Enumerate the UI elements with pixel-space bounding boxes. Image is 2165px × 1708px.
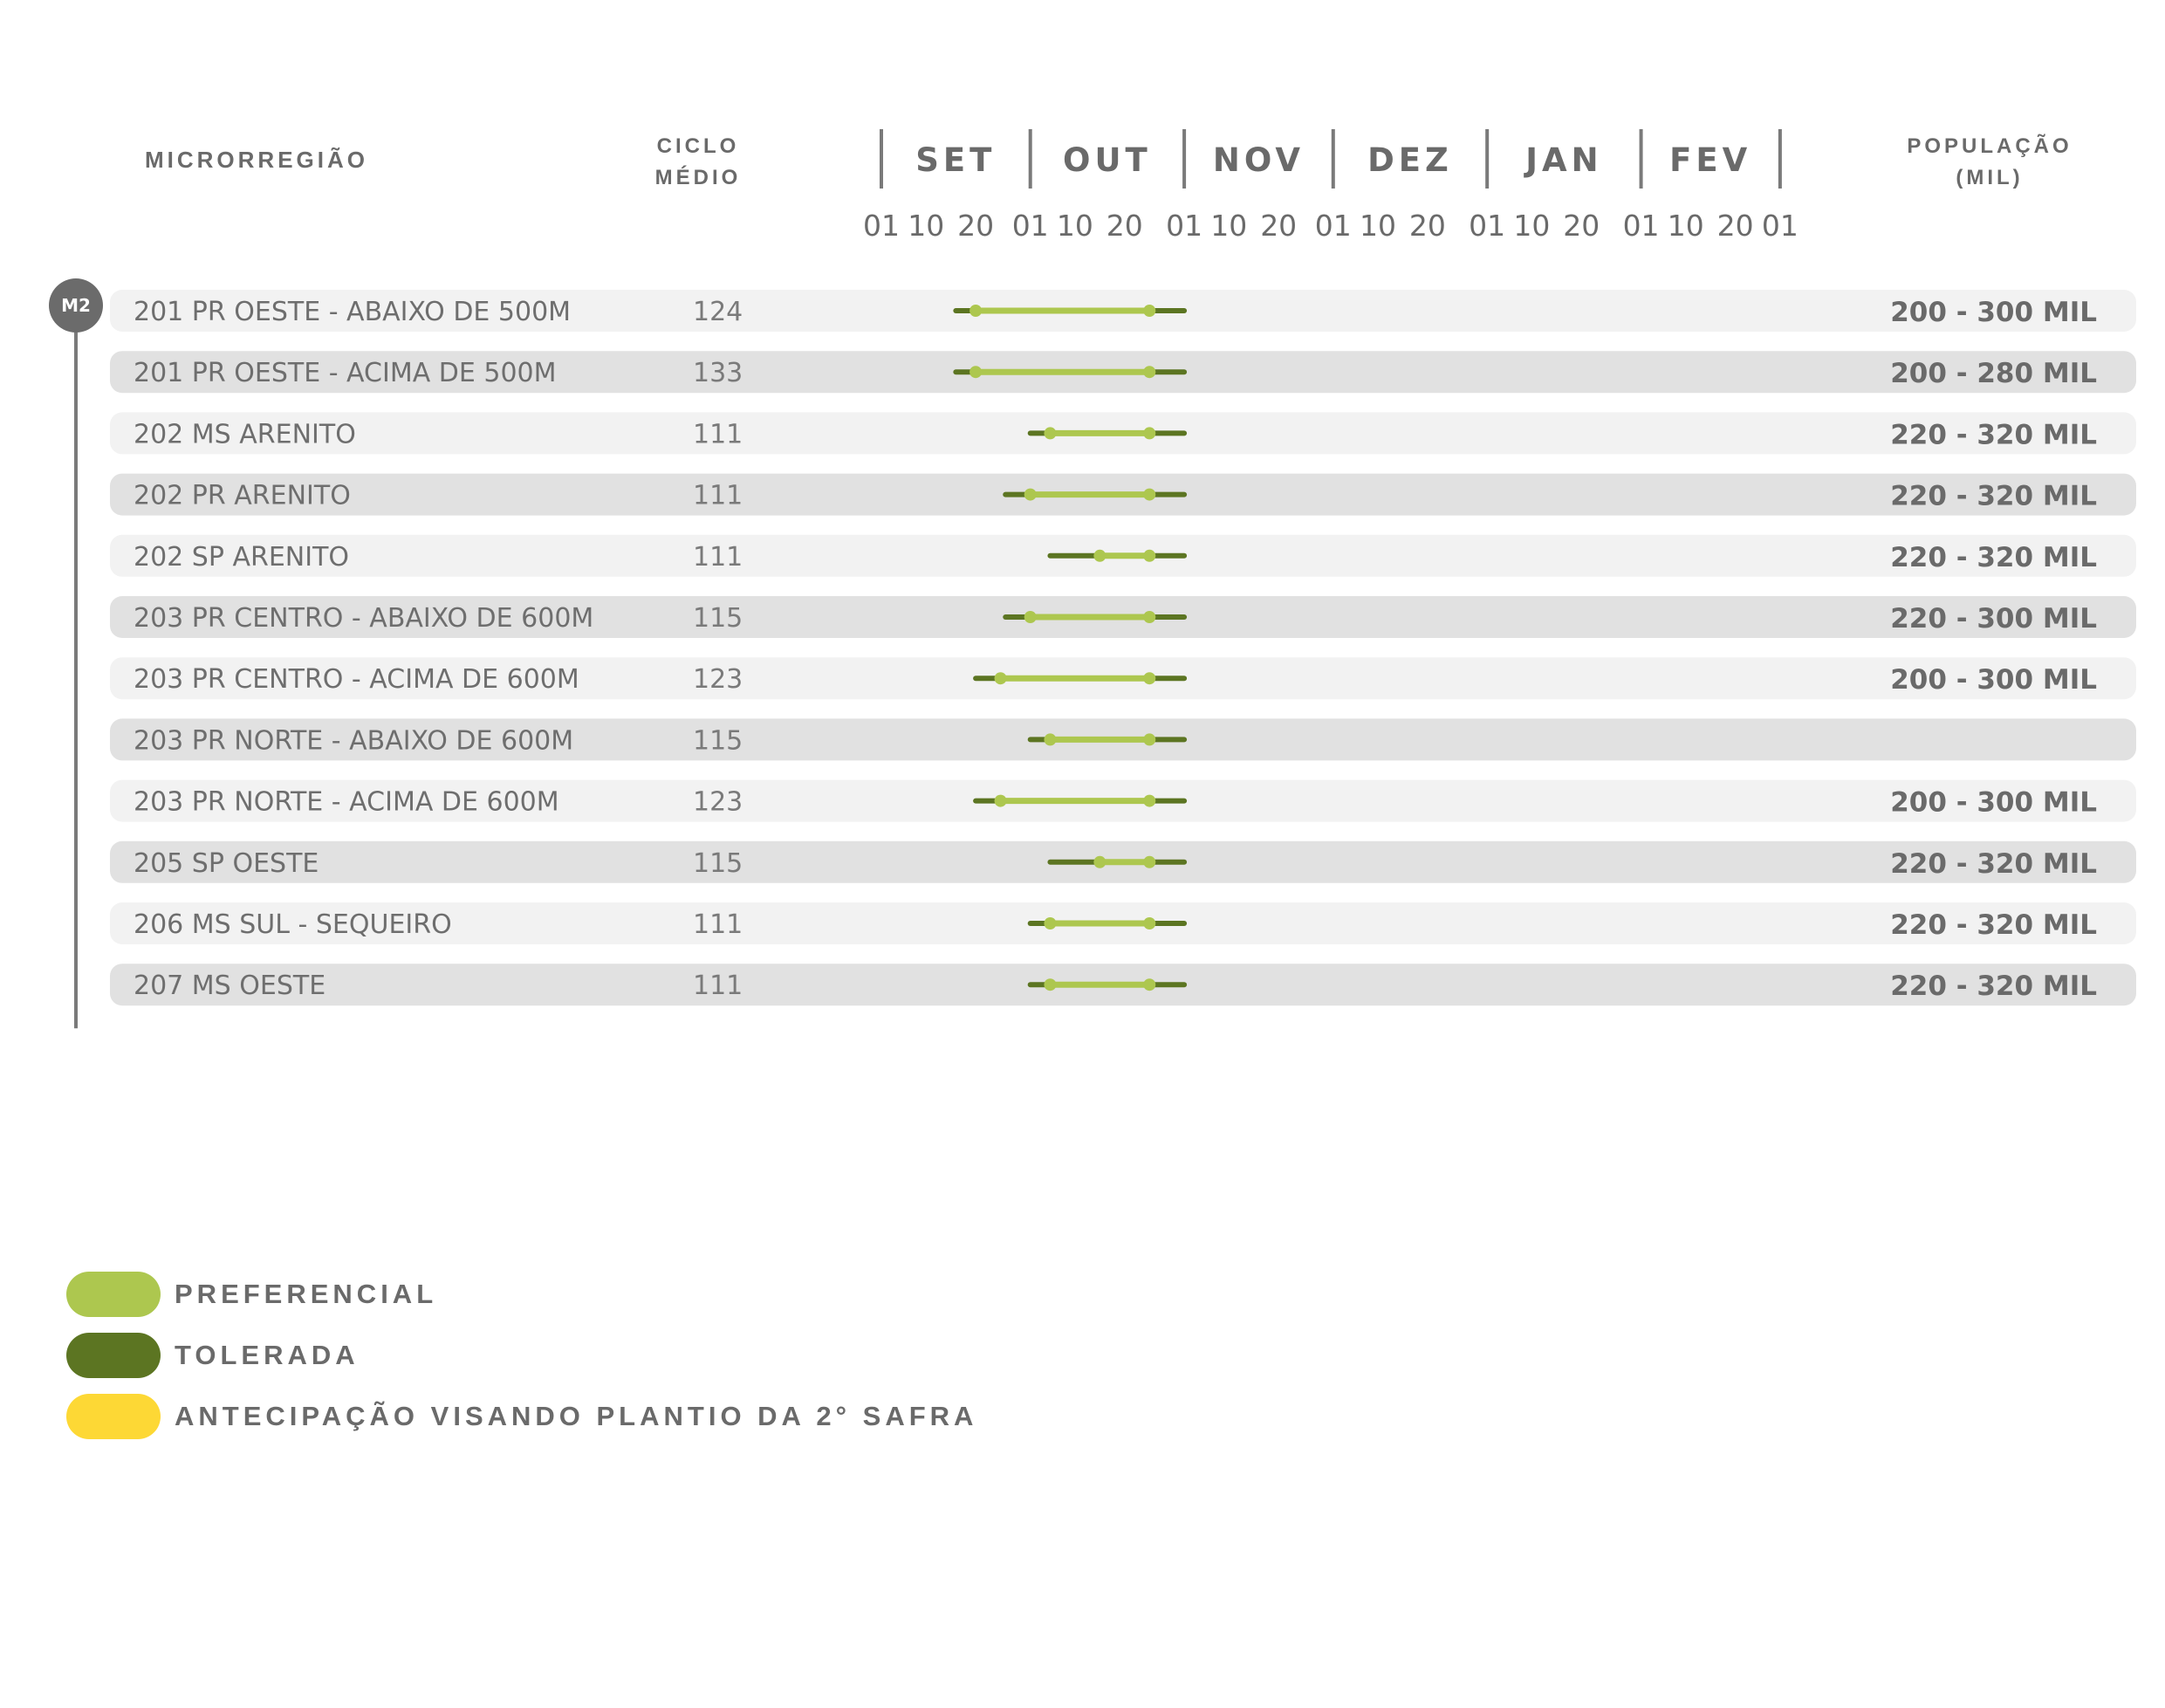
row-ciclo: 111 bbox=[693, 480, 743, 511]
day-tick-label: 10 bbox=[908, 209, 945, 243]
bar-preferencial-start bbox=[1044, 733, 1056, 745]
row-microrregiao: 203 PR CENTRO - ABAIXO DE 600M bbox=[134, 603, 594, 634]
row-ciclo: 115 bbox=[693, 603, 743, 634]
group-badge-label: M2 bbox=[61, 295, 91, 316]
row-ciclo: 111 bbox=[693, 971, 743, 1002]
day-tick-label: 10 bbox=[1210, 209, 1248, 243]
bar-preferencial-start bbox=[1024, 489, 1037, 501]
day-tick-label: 01 bbox=[1469, 209, 1506, 243]
row-microrregiao: 203 PR CENTRO - ACIMA DE 600M bbox=[134, 664, 579, 696]
row-populacao: 220 - 320 MIL bbox=[1890, 847, 2097, 880]
header-microrregiao: MICRORREGIÃO bbox=[145, 147, 368, 173]
row-populacao: 220 - 300 MIL bbox=[1890, 603, 2097, 634]
row-populacao: 220 - 320 MIL bbox=[1890, 419, 2097, 451]
legend-swatch-antecipacao bbox=[66, 1394, 161, 1439]
header-ciclo-line2: MÉDIO bbox=[654, 166, 742, 189]
day-tick-label: 01 bbox=[1622, 209, 1660, 243]
row-ciclo: 124 bbox=[693, 297, 743, 327]
day-tick-label: 01 bbox=[1761, 209, 1798, 243]
bar-preferencial-end bbox=[1143, 489, 1155, 501]
legend-label-preferencial: PREFERENCIAL bbox=[175, 1279, 438, 1309]
bar-preferencial-start bbox=[969, 366, 982, 378]
bar-preferencial-end bbox=[1143, 795, 1155, 807]
row-populacao: 220 - 320 MIL bbox=[1890, 909, 2097, 941]
bar-preferencial-end bbox=[1143, 978, 1155, 991]
row-ciclo: 111 bbox=[693, 541, 743, 573]
legend-swatch-preferencial bbox=[66, 1272, 161, 1317]
bar-preferencial-end bbox=[1143, 427, 1155, 439]
row-populacao: 200 - 300 MIL bbox=[1890, 786, 2097, 819]
bar-preferencial-start bbox=[1044, 917, 1056, 929]
legend-swatch-tolerada bbox=[66, 1333, 161, 1378]
day-tick-label: 20 bbox=[1563, 209, 1600, 243]
row-ciclo: 115 bbox=[693, 847, 743, 879]
header-populacao-line2: (MIL) bbox=[1956, 166, 2024, 189]
day-tick-label: 01 bbox=[1314, 209, 1352, 243]
row-populacao: 220 - 320 MIL bbox=[1890, 480, 2097, 512]
row-populacao: 220 - 320 MIL bbox=[1890, 541, 2097, 573]
row-ciclo: 111 bbox=[693, 419, 743, 450]
row-populacao: 200 - 280 MIL bbox=[1890, 358, 2097, 390]
row-ciclo: 111 bbox=[693, 909, 743, 940]
row-microrregiao: 202 PR ARENITO bbox=[134, 480, 351, 511]
bar-preferencial-start bbox=[995, 795, 1007, 807]
day-tick-label: 10 bbox=[1056, 209, 1093, 243]
row-microrregiao: 206 MS SUL - SEQUEIRO bbox=[134, 909, 452, 940]
legend-label-antecipacao: ANTECIPAÇÃO VISANDO PLANTIO DA 2° SAFRA bbox=[175, 1401, 978, 1431]
day-tick-label: 20 bbox=[1716, 209, 1754, 243]
row-microrregiao: 205 SP OESTE bbox=[134, 847, 319, 879]
day-tick-label: 10 bbox=[1667, 209, 1704, 243]
month-label-out: OUT bbox=[1063, 141, 1152, 179]
bar-preferencial-start bbox=[995, 672, 1007, 684]
legend-item-tolerada bbox=[66, 1332, 360, 1379]
row-microrregiao: 201 PR OESTE - ACIMA DE 500M bbox=[134, 358, 557, 389]
bar-preferencial-start bbox=[1024, 611, 1037, 623]
bar-preferencial-start bbox=[1044, 427, 1056, 439]
row-microrregiao: 207 MS OESTE bbox=[134, 971, 326, 1002]
bar-preferencial-start bbox=[1044, 978, 1056, 991]
row-ciclo: 115 bbox=[693, 725, 743, 757]
month-label-set: SET bbox=[915, 141, 997, 179]
row-populacao: 200 - 300 MIL bbox=[1890, 664, 2097, 696]
bar-preferencial-end bbox=[1143, 917, 1155, 929]
day-tick-label: 10 bbox=[1360, 209, 1396, 243]
row-ciclo: 123 bbox=[693, 786, 743, 818]
bar-preferencial-end bbox=[1143, 366, 1155, 378]
day-tick-label: 20 bbox=[1106, 209, 1143, 243]
legend-item-antecipacao bbox=[66, 1393, 977, 1440]
row-populacao: 200 - 300 MIL bbox=[1890, 297, 2097, 328]
header-populacao-line1: POPULAÇÃO bbox=[1907, 134, 2073, 158]
row-ciclo: 123 bbox=[693, 664, 743, 696]
legend-item-preferencial bbox=[66, 1271, 437, 1318]
bar-preferencial-start bbox=[1093, 856, 1106, 868]
row-microrregiao: 203 PR NORTE - ABAIXO DE 600M bbox=[134, 725, 574, 757]
month-label-nov: NOV bbox=[1212, 141, 1305, 179]
bar-preferencial-end bbox=[1143, 856, 1155, 868]
bar-preferencial-end bbox=[1143, 733, 1155, 745]
bar-preferencial-end bbox=[1143, 305, 1155, 317]
day-tick-label: 20 bbox=[1408, 209, 1446, 243]
day-tick-label: 20 bbox=[957, 209, 995, 243]
row-microrregiao: 201 PR OESTE - ABAIXO DE 500M bbox=[134, 297, 572, 327]
day-tick-label: 20 bbox=[1260, 209, 1298, 243]
day-tick-label: 10 bbox=[1513, 209, 1551, 243]
row-populacao: 220 - 320 MIL bbox=[1890, 971, 2097, 1003]
bar-preferencial-end bbox=[1143, 672, 1155, 684]
day-tick-label: 01 bbox=[1166, 209, 1203, 243]
bar-preferencial-end bbox=[1143, 550, 1155, 562]
bar-preferencial-start bbox=[1093, 550, 1106, 562]
month-label-fev: FEV bbox=[1669, 141, 1752, 179]
row-ciclo: 133 bbox=[693, 358, 743, 389]
row-microrregiao: 203 PR NORTE - ACIMA DE 600M bbox=[134, 786, 559, 818]
day-tick-label: 01 bbox=[863, 209, 900, 243]
header-ciclo-line1: CICLO bbox=[656, 134, 740, 158]
bar-preferencial-end bbox=[1143, 611, 1155, 623]
day-tick-label: 01 bbox=[1011, 209, 1049, 243]
row-microrregiao: 202 SP ARENITO bbox=[134, 541, 350, 573]
bar-preferencial-start bbox=[969, 305, 982, 317]
legend-label-tolerada: TOLERADA bbox=[175, 1340, 360, 1370]
row-microrregiao: 202 MS ARENITO bbox=[134, 419, 356, 450]
month-label-jan: JAN bbox=[1525, 141, 1603, 179]
month-label-dez: DEZ bbox=[1367, 141, 1453, 179]
